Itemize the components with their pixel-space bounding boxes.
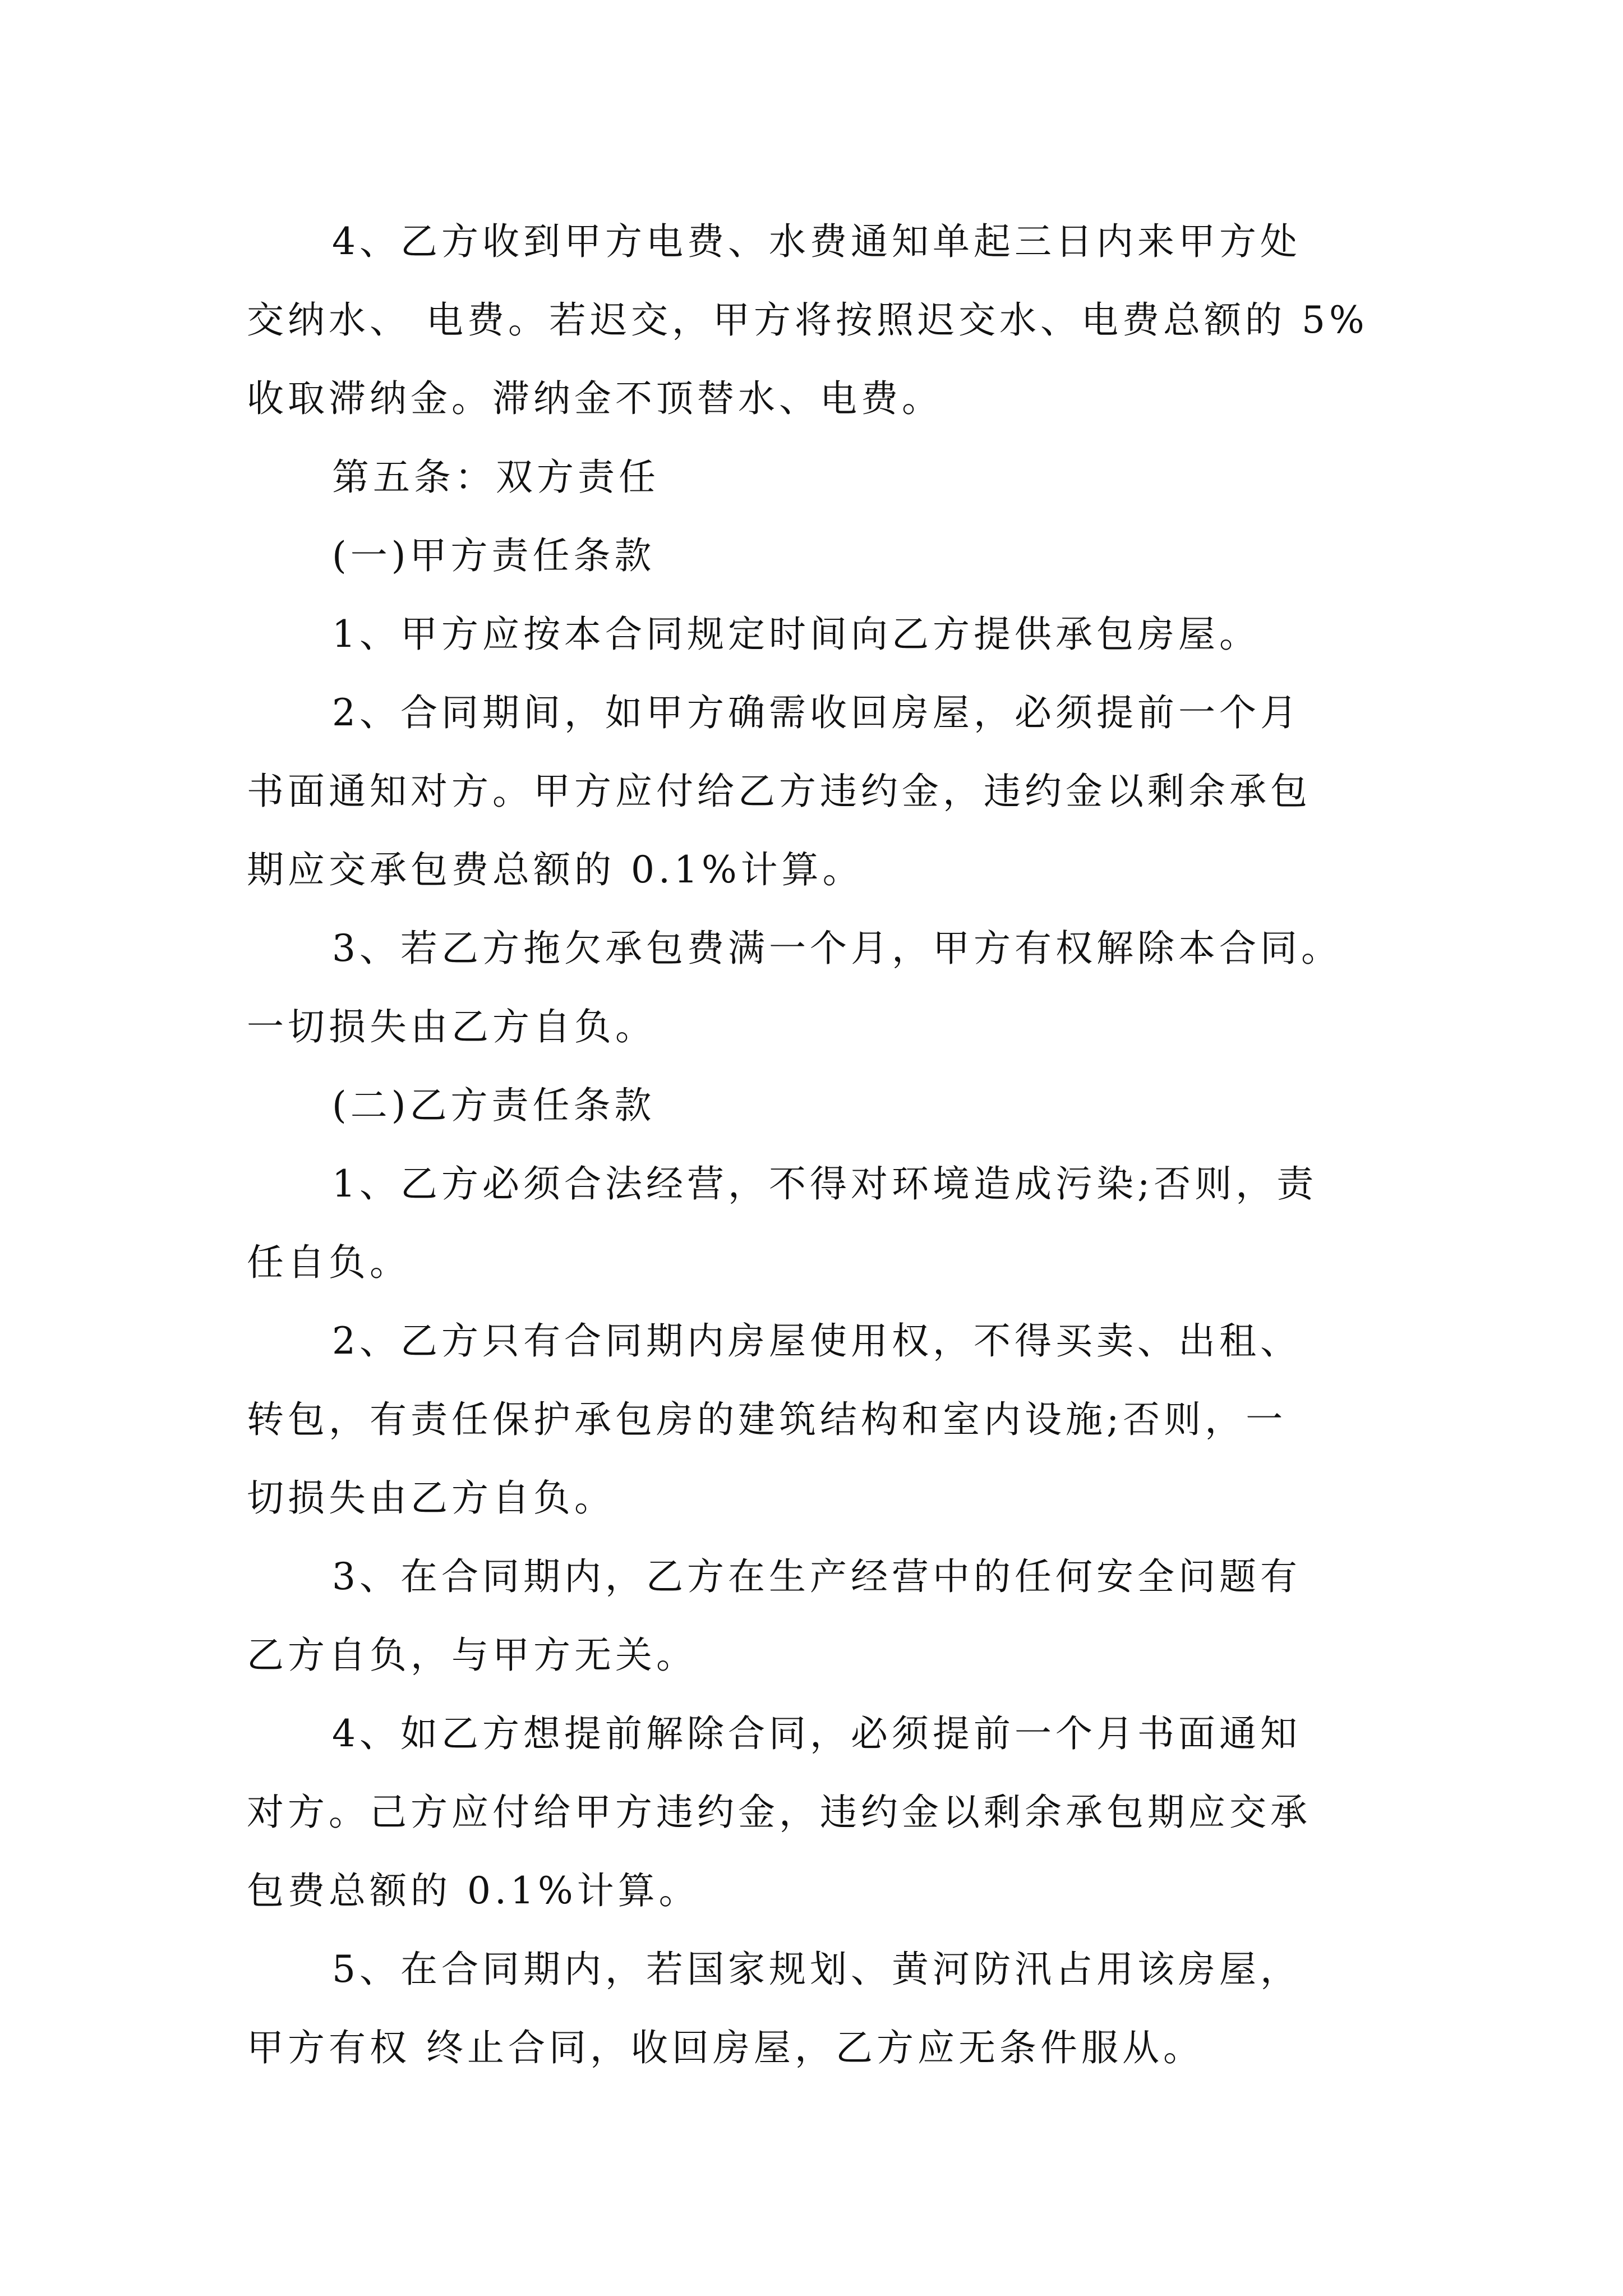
contract-body (247, 211, 1408, 2096)
text-line: 交纳水、 电费。若迟交，甲方将按照迟交水、电费总额的 5% (247, 298, 1368, 342)
text-line: 切损失由乙方自负。 (247, 1476, 615, 1520)
text-line: 期应交承包费总额的 0.1%计算。 (247, 848, 864, 891)
text-line: 1、乙方必须合法经营，不得对环境造成污染;否则，责 (332, 1162, 1318, 1205)
text-line: 对方。己方应付给甲方违约金，违约金以剩余承包期应交承 (247, 1791, 1311, 1834)
text-line: 甲方有权 终止合同，收回房屋，乙方应无条件服从。 (247, 2026, 1204, 2069)
text-line: 任自负。 (247, 1241, 411, 1284)
text-line: 乙方自负，与甲方无关。 (247, 1634, 697, 1677)
text-line: 3、在合同期内，乙方在生产经营中的任何安全问题有 (332, 1555, 1301, 1598)
text-line: 4、乙方收到甲方电费、水费通知单起三日内来甲方处 (332, 220, 1301, 263)
text-line: 5、在合同期内，若国家规划、黄河防汛占用该房屋， (332, 1948, 1301, 1991)
text-line: 2、乙方只有合同期内房屋使用权，不得买卖、出租、 (332, 1319, 1301, 1363)
text-line: 转包，有责任保护承包房的建筑结构和室内设施;否则，一 (247, 1398, 1287, 1441)
text-line: 收取滞纳金。滞纳金不顶替水、电费。 (247, 377, 943, 420)
subsection-heading: (二)乙方责任条款 (332, 1084, 656, 1127)
subsection-heading: (一)甲方责任条款 (332, 534, 656, 577)
text-line: 3、若乙方拖欠承包费满一个月，甲方有权解除本合同。 (332, 927, 1342, 970)
text-line: 2、合同期间，如甲方确需收回房屋，必须提前一个月 (332, 691, 1301, 734)
text-line: 书面通知对方。甲方应付给乙方违约金，违约金以剩余承包 (247, 770, 1311, 813)
section-heading: 第五条：双方责任 (332, 455, 660, 499)
text-line: 1、甲方应按本合同规定时间向乙方提供承包房屋。 (332, 613, 1260, 656)
text-line: 4、如乙方想提前解除合同，必须提前一个月书面通知 (332, 1712, 1301, 1755)
text-line: 一切损失由乙方自负。 (247, 1005, 656, 1048)
text-line: 包费总额的 0.1%计算。 (247, 1869, 700, 1912)
